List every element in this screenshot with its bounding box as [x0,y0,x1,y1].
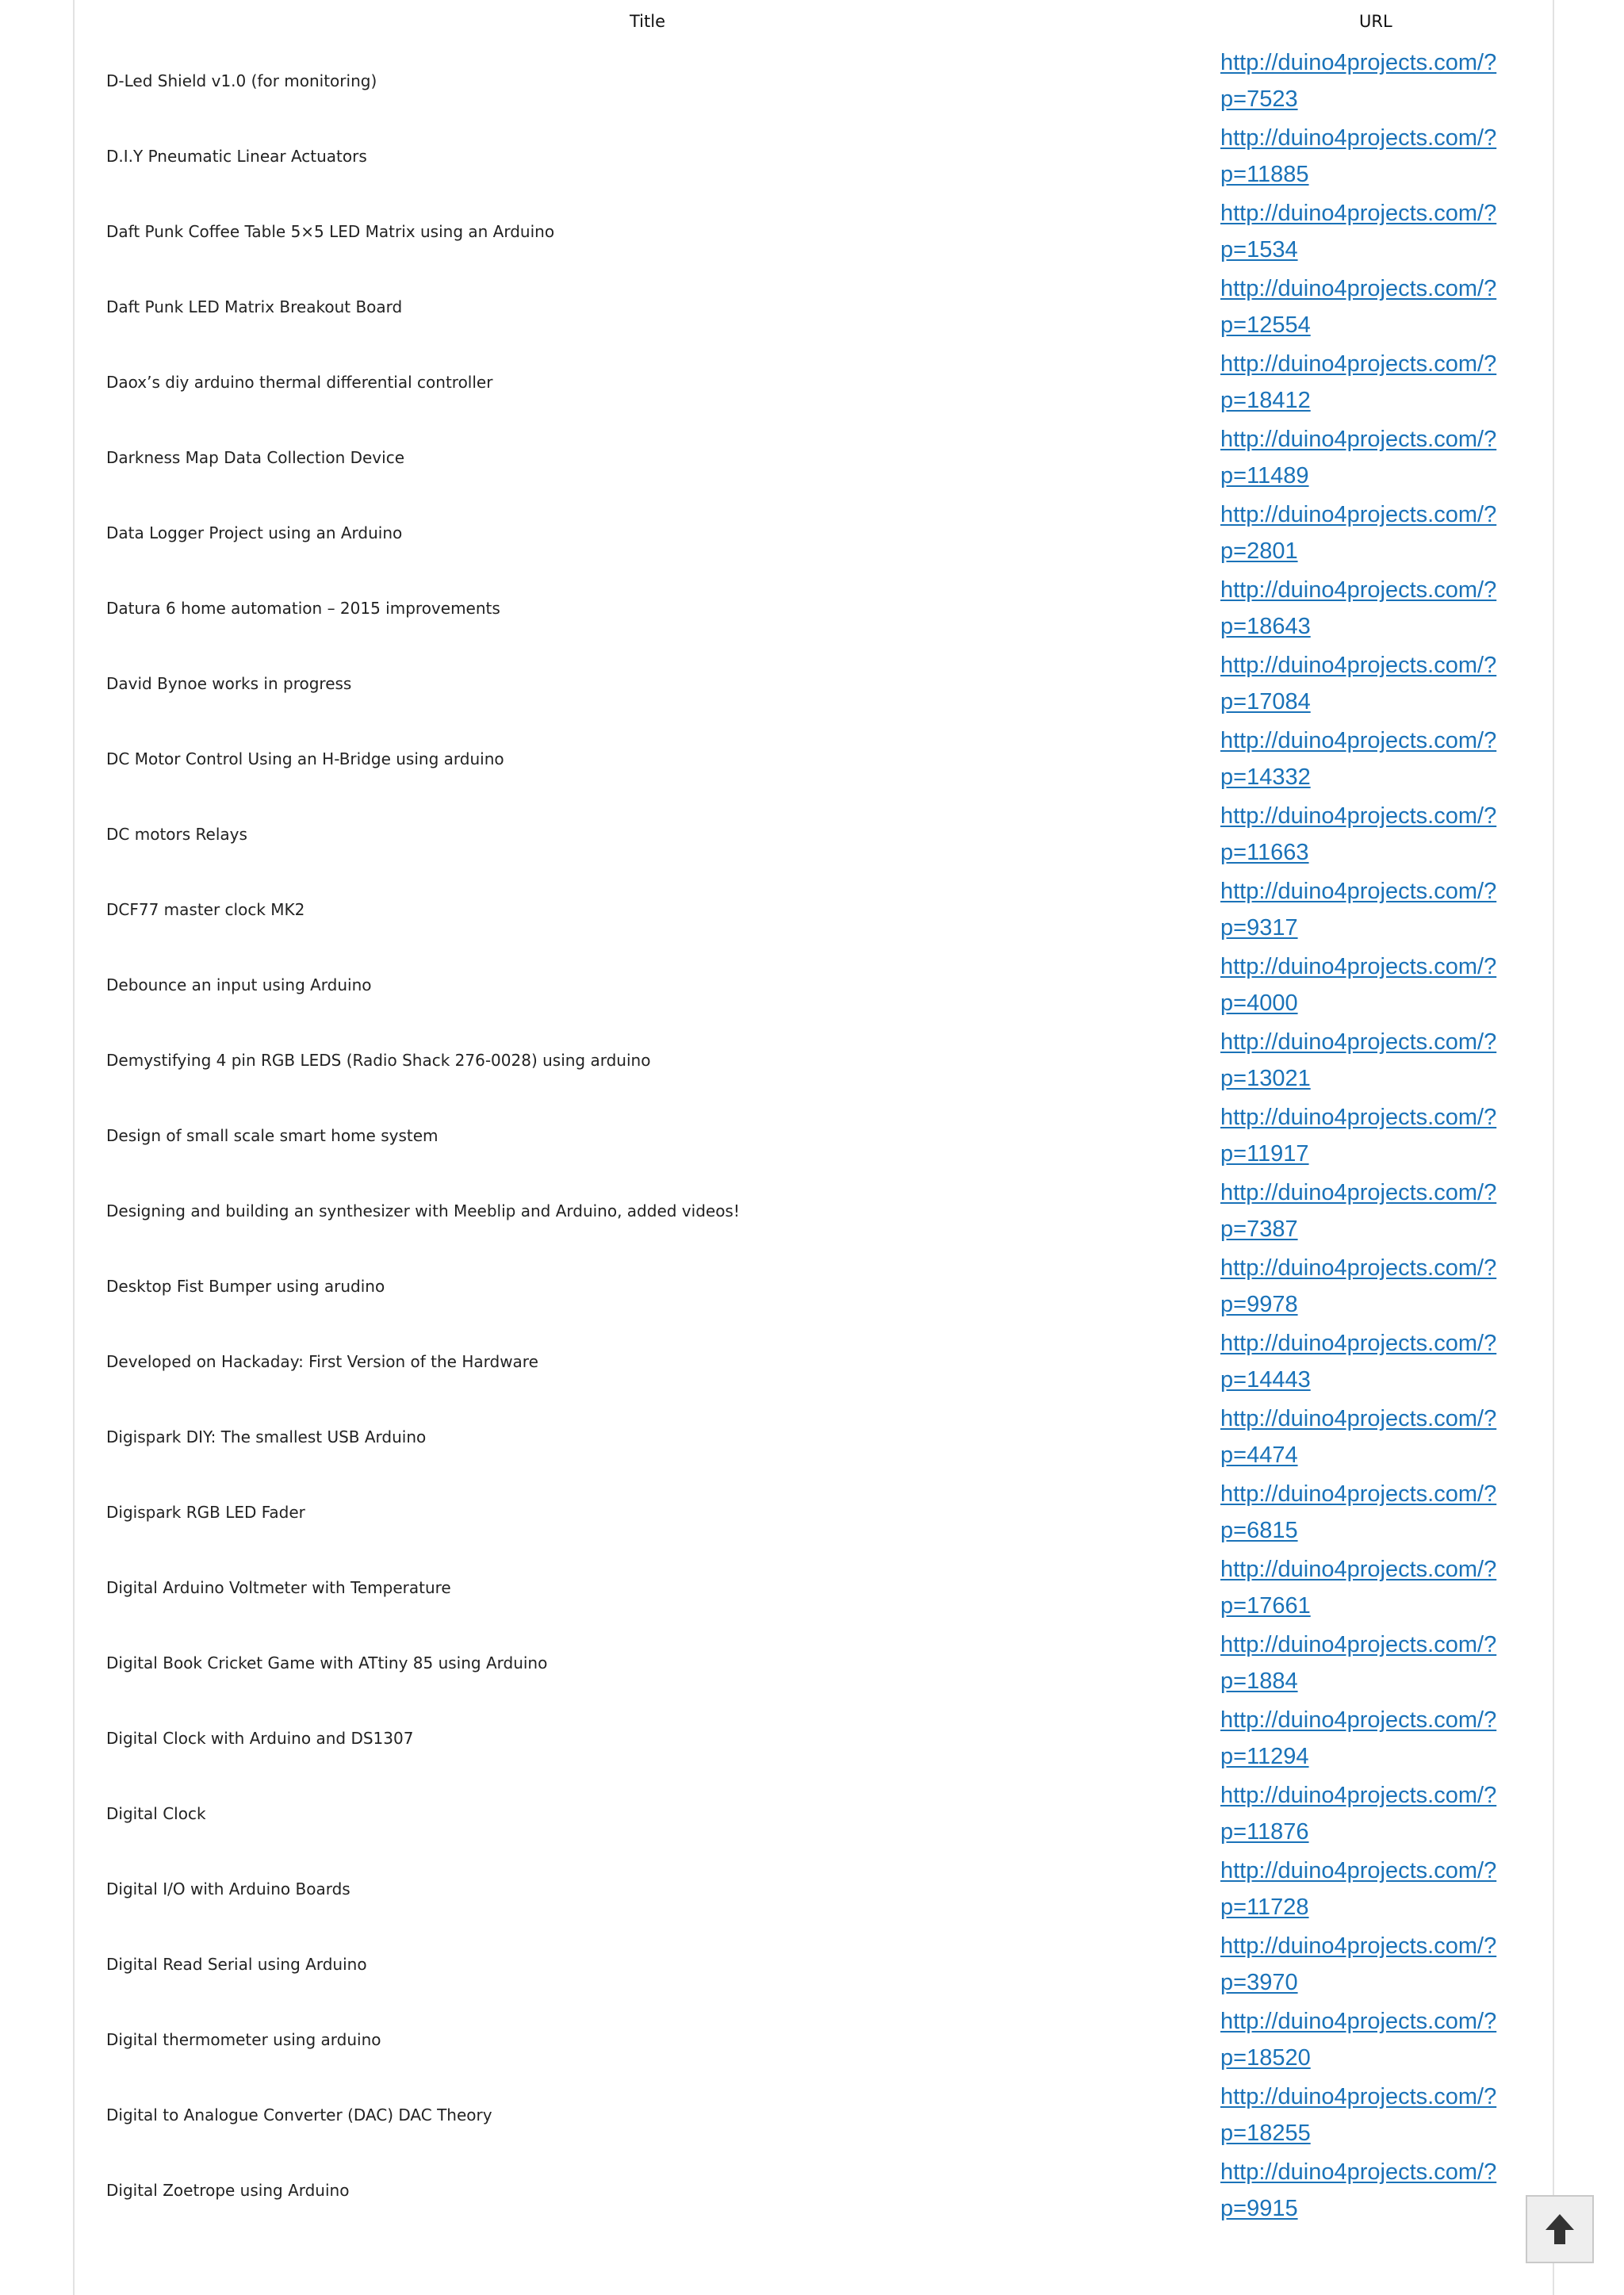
row-url-cell [1220,947,1553,1022]
row-url-cell [1220,646,1553,721]
table-row [75,1474,1553,1550]
row-url-cell [1220,2002,1553,2077]
row-title: DC motors Relays [106,824,247,844]
table-row [75,1851,1553,1926]
row-title: Digispark RGB LED Fader [106,1502,305,1522]
project-link[interactable]: http://duino4projects.com/?p=4000 [1220,953,1497,1016]
row-url-cell [1220,2077,1553,2152]
row-url-cell [1220,269,1553,344]
row-title: Digital thermometer using arduino [106,2029,381,2049]
row-title: Design of small scale smart home system [106,1125,439,1145]
project-link[interactable]: http://duino4projects.com/?p=4474 [1220,1405,1497,1468]
row-title: Digital Zoetrope using Arduino [106,2180,350,2200]
row-url-cell [1220,1851,1553,1926]
row-title: Digital Book Cricket Game with ATtiny 85 using Arduino [106,1653,548,1672]
table-row [75,646,1553,721]
table-header [75,0,1553,43]
project-link[interactable]: http://duino4projects.com/?p=18520 [1220,2008,1497,2071]
row-url-cell [1220,344,1553,420]
row-url-cell [1220,495,1553,570]
project-link[interactable]: http://duino4projects.com/?p=13021 [1220,1029,1497,1091]
table-row [75,796,1553,872]
table-row [75,193,1553,269]
project-link[interactable]: http://duino4projects.com/?p=14443 [1220,1330,1497,1393]
row-url-cell [1220,1098,1553,1173]
row-title: Debounce an input using Arduino [106,975,372,994]
table-row [75,1776,1553,1851]
table-row [75,344,1553,420]
table-row [75,1324,1553,1399]
row-url-cell [1220,118,1553,193]
row-url-cell [1220,2152,1553,2228]
row-url-cell [1220,1474,1553,1550]
project-link[interactable]: http://duino4projects.com/?p=12554 [1220,275,1497,338]
row-title: Digital Read Serial using Arduino [106,1954,367,1974]
table-row [75,2152,1553,2228]
project-link[interactable]: http://duino4projects.com/?p=9978 [1220,1255,1497,1317]
row-title: D-Led Shield v1.0 (for monitoring) [106,71,377,90]
row-title: Daft Punk Coffee Table 5×5 LED Matrix using an Arduino [106,221,555,241]
column-header-title: Title [629,12,665,31]
table-row [75,1098,1553,1173]
table-row [75,1173,1553,1248]
row-url-cell [1220,570,1553,646]
project-link[interactable]: http://duino4projects.com/?p=18643 [1220,577,1497,639]
row-url-cell [1220,1173,1553,1248]
row-title: Datura 6 home automation – 2015 improvements [106,598,500,618]
row-title: Darkness Map Data Collection Device [106,447,404,467]
row-title: Digital I/O with Arduino Boards [106,1879,350,1898]
table-row [75,118,1553,193]
row-url-cell [1220,1700,1553,1776]
project-link[interactable]: http://duino4projects.com/?p=11917 [1220,1104,1497,1167]
project-link[interactable]: http://duino4projects.com/?p=18412 [1220,351,1497,413]
row-title: Digital to Analogue Converter (DAC) DAC Theory [106,2105,492,2125]
table-row [75,2002,1553,2077]
project-link[interactable]: http://duino4projects.com/?p=9317 [1220,878,1497,941]
table-body [75,43,1553,2228]
row-url-cell [1220,1625,1553,1700]
project-link[interactable]: http://duino4projects.com/?p=11663 [1220,803,1497,865]
row-title: Desktop Fist Bumper using arudino [106,1276,385,1296]
row-url-cell [1220,1248,1553,1324]
row-title: Designing and building an synthesizer with Meeblip and Arduino, added videos! [106,1201,740,1220]
row-url-cell [1220,420,1553,495]
project-link[interactable]: http://duino4projects.com/?p=11885 [1220,125,1497,187]
project-link[interactable]: http://duino4projects.com/?p=1884 [1220,1631,1497,1694]
row-title: Digispark DIY: The smallest USB Arduino [106,1427,427,1446]
project-link[interactable]: http://duino4projects.com/?p=11489 [1220,426,1497,489]
table-row [75,721,1553,796]
table-row [75,570,1553,646]
project-link[interactable]: http://duino4projects.com/?p=11728 [1220,1857,1497,1920]
project-link[interactable]: http://duino4projects.com/?p=17661 [1220,1556,1497,1619]
row-title: Digital Clock with Arduino and DS1307 [106,1728,414,1748]
table-row [75,1022,1553,1098]
row-url-cell [1220,872,1553,947]
row-title: Demystifying 4 pin RGB LEDS (Radio Shack 276-0028) using arduino [106,1050,651,1070]
project-link[interactable]: http://duino4projects.com/?p=3970 [1220,1933,1497,1995]
project-link[interactable]: http://duino4projects.com/?p=6815 [1220,1481,1497,1543]
table-row [75,1399,1553,1474]
table-row [75,872,1553,947]
row-url-cell [1220,1550,1553,1625]
table-row [75,2077,1553,2152]
project-link[interactable]: http://duino4projects.com/?p=7387 [1220,1179,1497,1242]
table-row [75,495,1553,570]
project-link[interactable]: http://duino4projects.com/?p=7523 [1220,49,1497,112]
row-title: Daox’s diy arduino thermal differential controller [106,372,493,392]
row-url-cell [1220,1324,1553,1399]
table-row [75,43,1553,118]
row-url-cell [1220,1776,1553,1851]
projects-table [75,0,1553,2228]
row-title: David Bynoe works in progress [106,673,352,693]
row-url-cell [1220,1399,1553,1474]
row-url-cell [1220,1926,1553,2002]
table-row [75,1248,1553,1324]
row-title: Daft Punk LED Matrix Breakout Board [106,297,403,316]
row-title: Digital Arduino Voltmeter with Temperature [106,1577,451,1597]
project-link[interactable]: http://duino4projects.com/?p=9915 [1220,2159,1497,2221]
arrow-up-icon [1544,2213,1576,2246]
table-row [75,420,1553,495]
row-title: DC Motor Control Using an H-Bridge using arduino [106,749,504,768]
row-url-cell [1220,721,1553,796]
content-container [73,0,1554,2295]
row-url-cell [1220,43,1553,118]
project-link[interactable]: http://duino4projects.com/?p=1534 [1220,200,1497,262]
row-title: Digital Clock [106,1803,206,1823]
project-link[interactable]: http://duino4projects.com/?p=11294 [1220,1707,1497,1769]
project-link[interactable]: http://duino4projects.com/?p=14332 [1220,727,1497,790]
column-header-url: URL [1359,12,1392,31]
row-title: D.I.Y Pneumatic Linear Actuators [106,146,367,166]
row-url-cell [1220,193,1553,269]
table-row [75,1926,1553,2002]
table-row [75,1550,1553,1625]
row-title: Data Logger Project using an Arduino [106,523,403,542]
project-link[interactable]: http://duino4projects.com/?p=18255 [1220,2083,1497,2146]
row-title: DCF77 master clock MK2 [106,899,305,919]
table-row [75,1625,1553,1700]
row-url-cell [1220,796,1553,872]
row-title: Developed on Hackaday: First Version of the Hardware [106,1351,538,1371]
project-link[interactable]: http://duino4projects.com/?p=17084 [1220,652,1497,715]
table-row [75,947,1553,1022]
row-url-cell [1220,1022,1553,1098]
table-row [75,269,1553,344]
scroll-to-top-button[interactable] [1526,2195,1594,2263]
project-link[interactable]: http://duino4projects.com/?p=2801 [1220,501,1497,564]
table-row [75,1700,1553,1776]
header-row [75,0,1553,43]
project-link[interactable]: http://duino4projects.com/?p=11876 [1220,1782,1497,1845]
